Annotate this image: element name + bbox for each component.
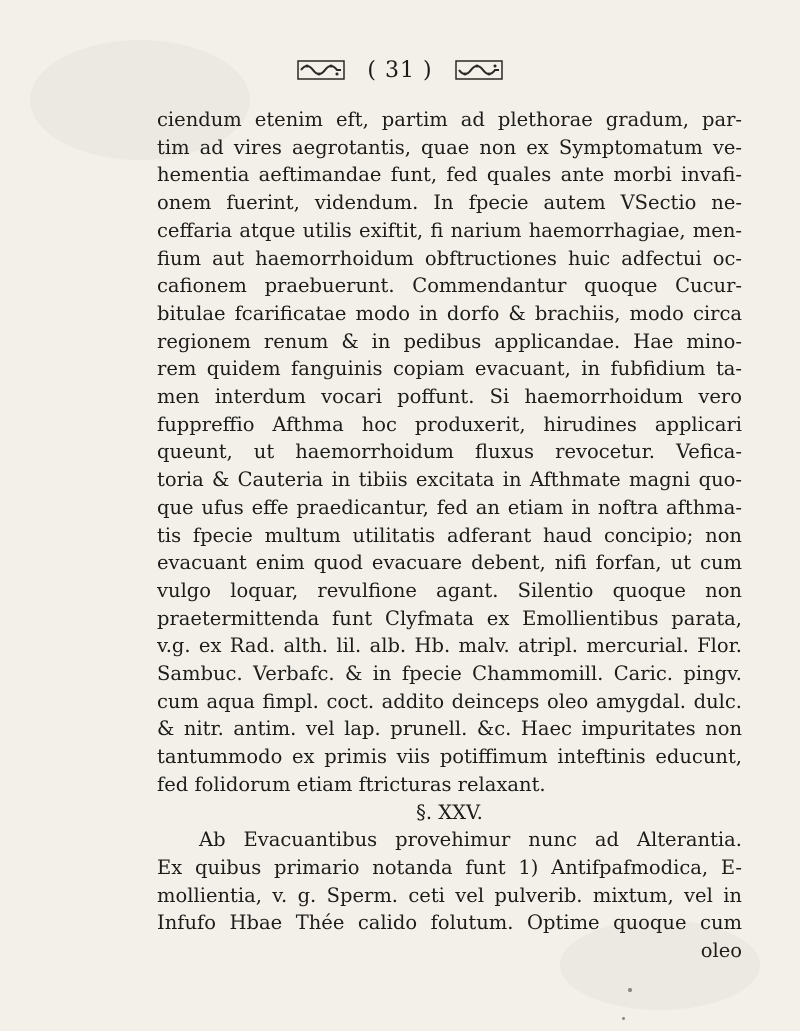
catchword: oleo <box>700 939 742 963</box>
text-line: tim ad vires aegrotantis, quae non ex Symptomatum ve- <box>157 135 742 159</box>
text-line: fed folidorum etiam ftricturas relaxant. <box>157 772 546 796</box>
text-line: hementia aeftimandae funt, fed quales ante morbi invafi- <box>157 163 742 187</box>
text-line: tis fpecie multum utilitatis adferant haud concipio; non <box>157 523 742 547</box>
text-line: ceffaria atque utilis exiftit, fi narium haemorrhagiae, men- <box>157 218 742 242</box>
text-line: regionem renum & in pedibus applicandae. Hae mino- <box>157 329 742 353</box>
text-line: toria & Cauteria in tibiis excitata in Afthmate magni quo- <box>157 468 742 492</box>
ink-speck <box>628 988 632 992</box>
text-line: fium aut haemorrhoidum obftructiones huic adfectui oc- <box>157 246 742 270</box>
body-text <box>157 106 742 965</box>
text-line: onem fuerint, videndum. In fpecie autem VSectio ne- <box>157 191 742 215</box>
ink-speck <box>622 1017 625 1020</box>
text-line: rem quidem fanguinis copiam evacuant, in fubfidium ta- <box>157 357 742 381</box>
text-line: ciendum etenim eft, partim ad plethorae gradum, par- <box>157 108 742 131</box>
text-line: cum aqua fimpl. coct. addito deinceps oleo amygdal. dulc. <box>157 689 742 713</box>
text-line: v.g. ex Rad. alth. lil. alb. Hb. malv. atripl. mercurial. Flor. <box>157 634 742 658</box>
text-line: Infufo Hbae Thée calido folutum. Optime quoque cum <box>157 911 742 935</box>
text-line: mollientia, v. g. Sperm. ceti vel pulverib. mixtum, vel in <box>157 883 742 907</box>
text-line: Ex quibus primario notanda funt 1) Antifpafmodica, E- <box>157 855 742 879</box>
ornament-icon <box>297 60 345 80</box>
ornament-icon <box>455 60 503 80</box>
text-line: que ufus effe praedicantur, fed an etiam in noftra afthma- <box>157 495 742 519</box>
text-line: bitulae fcarificatae modo in dorfo & brachiis, modo circa <box>157 301 742 325</box>
text-line: Ab Evacuantibus provehimur nunc ad Alterantia. <box>199 828 742 852</box>
text-line: praetermittenda funt Clyfmata ex Emollientibus parata, <box>157 606 742 630</box>
text-line: vulgo loquar, revulfione agant. Silentio quoque non <box>157 578 742 602</box>
page-header <box>0 58 800 83</box>
text-line: tantummodo ex primis viis potiffimum inteftinis educunt, <box>157 745 742 769</box>
text-line: fuppreffio Afthma hoc produxerit, hirudines applicari <box>157 412 742 436</box>
section-heading: §. XXV. <box>416 800 483 824</box>
text-line: queunt, ut haemorrhoidum fluxus revocetur. Vefica- <box>157 440 742 464</box>
text-line: Sambuc. Verbafc. & in fpecie Chammomill. Caric. pingv. <box>157 662 742 686</box>
text-line: cafionem praebuerunt. Commendantur quoque Cucur- <box>157 274 742 298</box>
text-line: & nitr. antim. vel lap. prunell. &c. Haec impuritates non <box>157 717 742 741</box>
text-line: men interdum vocari poffunt. Si haemorrhoidum vero <box>157 385 742 409</box>
page-number: ( 31 ) <box>367 58 433 83</box>
text-line: evacuant enim quod evacuare debent, nifi forfan, ut cum <box>157 551 742 575</box>
